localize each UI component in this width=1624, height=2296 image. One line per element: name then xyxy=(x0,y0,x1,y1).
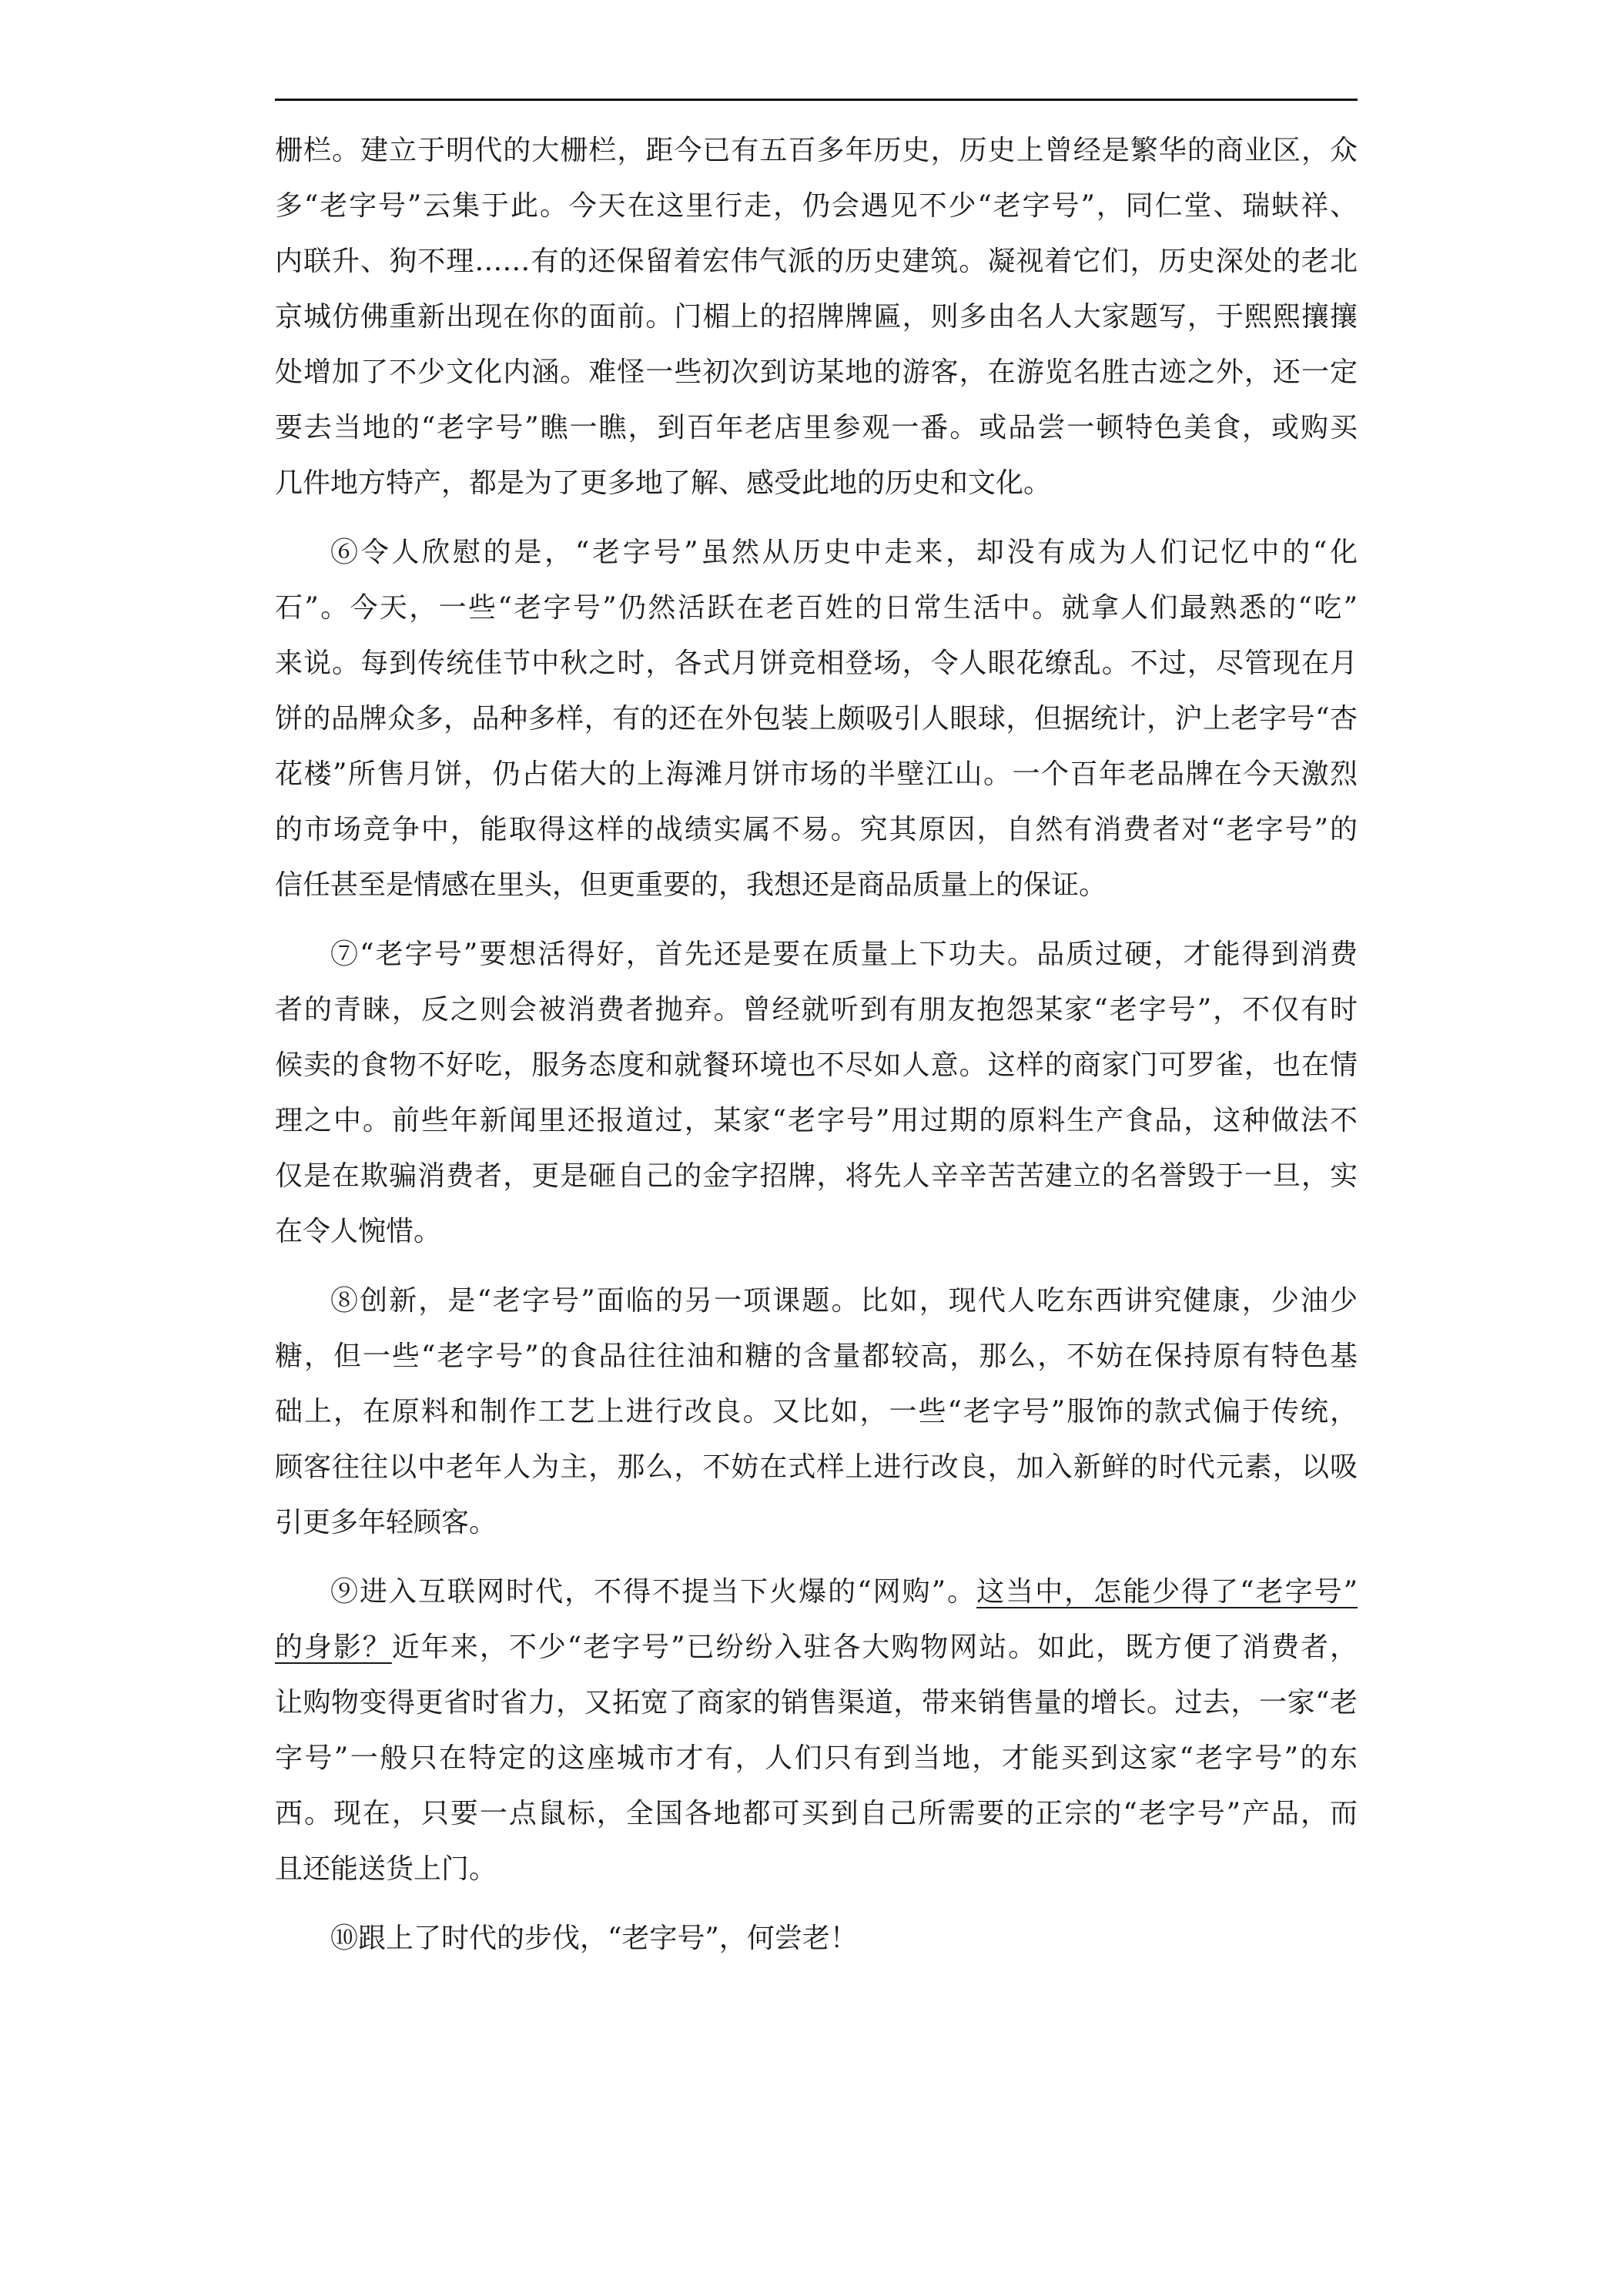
text-line: 者的青睐，反之则会被消费者抛弃。曾经就听到有朋友抱怨某家“老字号”，不仅有时 xyxy=(275,994,1358,1026)
paragraph-7 xyxy=(275,927,1358,1260)
text-line: 西。现在，只要一点鼠标，全国各地都可买到自己所需要的正宗的“老字号”产品，而 xyxy=(275,1798,1358,1829)
text-line: 要去当地的“老字号”瞧一瞧，到百年老店里参观一番。或品尝一顿特色美食，或购买 xyxy=(275,412,1358,443)
text-line: 饼的品牌众多，品种多样，有的还在外包装上颇吸引人眼球，但据统计，沪上老字号“杏 xyxy=(275,703,1358,735)
text-line: 糖，但一些“老字号”的食品往往油和糖的含量都较高，那么，不妨在保持原有特色基 xyxy=(275,1340,1358,1372)
text-line: 引更多年轻顾客。 xyxy=(275,1507,497,1538)
text-line: 内联升、狗不理……有的还保留着宏伟气派的历史建筑。凝视着它们，历史深处的老北 xyxy=(275,246,1358,277)
paragraph-10 xyxy=(275,1911,1358,1966)
text-line: 让购物变得更省时省力，又拓宽了商家的销售渠道，带来销售量的增长。过去，一家“老 xyxy=(275,1687,1358,1719)
text-line: 多“老字号”云集于此。今天在这里行走，仍会遇见不少“老字号”，同仁堂、瑞蚨祥、 xyxy=(275,190,1358,222)
paragraph-9 xyxy=(275,1565,1358,1897)
text-line: 来说。每到传统佳节中秋之时，各式月饼竞相登场，令人眼花缭乱。不过，尽管现在月 xyxy=(275,648,1358,679)
text-line xyxy=(275,1565,1358,1620)
text-line: 且还能送货上门。 xyxy=(275,1853,497,1885)
text-line: 京城仿佛重新出现在你的面前。门楣上的招牌牌匾，则多由名人大家题写，于熙熙攘攘 xyxy=(275,301,1358,333)
text-line: 花楼”所售月饼，仍占偌大的上海滩月饼市场的半壁江山。一个百年老品牌在今天激烈 xyxy=(275,758,1358,790)
text-line: 石”。今天，一些“老字号”仍然活跃在老百姓的日常生活中。就拿人们最熟悉的“吃” xyxy=(275,592,1358,624)
text-line: 的市场竞争中，能取得这样的战绩实属不易。究其原因，自然有消费者对“老字号”的 xyxy=(275,814,1358,845)
text-line: ⑩跟上了时代的步伐，“老字号”，何尝老！ xyxy=(330,1923,858,1954)
text-line xyxy=(275,1620,1358,1675)
text-line: 字号”一般只在特定的这座城市才有，人们只有到当地，才能买到这家“老字号”的东 xyxy=(275,1742,1358,1774)
text-line: ⑦“老字号”要想活得好，首先还是要在质量上下功夫。品质过硬，才能得到消费 xyxy=(330,939,1358,970)
text-line: 候卖的食物不好吃，服务态度和就餐环境也不尽如人意。这样的商家门可罗雀，也在情 xyxy=(275,1049,1358,1081)
underlined-sentence: 这当中，怎能少得了“老字号” xyxy=(976,1576,1358,1608)
text-line: 顾客往往以中老年人为主，那么，不妨在式样上进行改良，加入新鲜的时代元素，以吸 xyxy=(275,1451,1358,1483)
article-body xyxy=(275,123,1358,1966)
text-line: ⑧创新，是“老字号”面临的另一项课题。比如，现代人吃东西讲究健康，少油少 xyxy=(330,1285,1358,1317)
paragraph-8 xyxy=(275,1274,1358,1551)
text-line: 础上，在原料和制作工艺上进行改良。又比如，一些“老字号”服饰的款式偏于传统， xyxy=(275,1396,1358,1427)
text-line: 在令人惋惜。 xyxy=(275,1216,442,1247)
text-line: ⑥令人欣慰的是，“老字号”虽然从历史中走来，却没有成为人们记忆中的“化 xyxy=(330,537,1358,568)
header-rule xyxy=(275,99,1358,101)
plain-text: ⑨进入互联网时代，不得不提当下火爆的“网购”。 xyxy=(330,1576,977,1608)
text-line: 栅栏。建立于明代的大栅栏，距今已有五百多年历史，历史上曾经是繁华的商业区，众 xyxy=(275,135,1358,166)
text-line: 理之中。前些年新闻里还报道过，某家“老字号”用过期的原料生产食品，这种做法不 xyxy=(275,1105,1358,1136)
text-line: 仅是在欺骗消费者，更是砸自己的金字招牌，将先人辛辛苦苦建立的名誉毁于一旦，实 xyxy=(275,1160,1358,1192)
underlined-sentence: 的身影？ xyxy=(275,1632,392,1663)
text-line: 处增加了不少文化内涵。难怪一些初次到访某地的游客，在游览名胜古迹之外，还一定 xyxy=(275,356,1358,388)
text-line: 信任甚至是情感在里头，但更重要的，我想还是商品质量上的保证。 xyxy=(275,869,1107,901)
paragraph-6 xyxy=(275,525,1358,913)
plain-text: 近年来，不少“老字号”已纷纷入驻各大购物网站。如此，既方便了消费者， xyxy=(391,1632,1358,1663)
text-line: 几件地方特产，都是为了更多地了解、感受此地的历史和文化。 xyxy=(275,467,1052,499)
paragraph-5-tail xyxy=(275,123,1358,511)
